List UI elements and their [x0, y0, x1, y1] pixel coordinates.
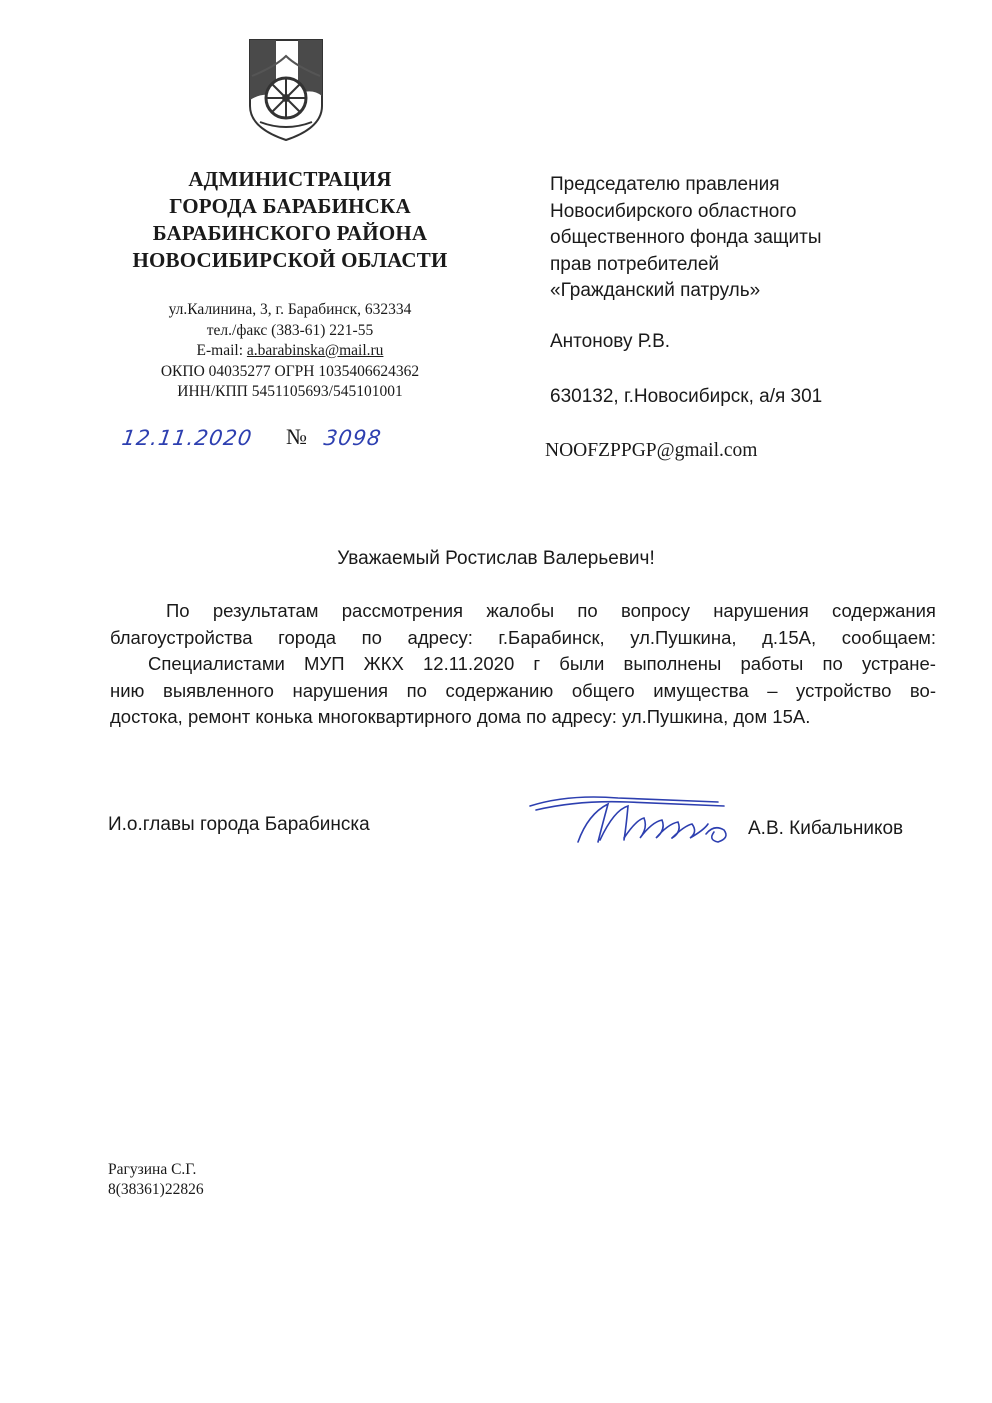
- organization-contacts: [110, 300, 470, 403]
- body-word: по: [577, 600, 598, 621]
- org-line: ГОРОДА БАРАБИНСКА: [169, 194, 411, 218]
- body-word: вопросу: [620, 600, 690, 621]
- letter-body: [110, 598, 936, 731]
- org-line: АДМИНИСТРАЦИЯ: [188, 167, 392, 191]
- body-word: во-: [909, 679, 936, 701]
- body-word: имущества: [653, 679, 749, 701]
- body-word: по: [406, 679, 427, 701]
- signatory-title: И.о.главы города Барабинска: [108, 814, 370, 835]
- salutation: Уважаемый Ростислав Валерьевич!: [337, 548, 655, 569]
- org-okpo-ogrn: ОКПО 04035277 ОГРН 1035406624362: [160, 362, 420, 380]
- executor-name: Рагузина С.Г.: [108, 1161, 197, 1178]
- body-word: устране-: [861, 653, 936, 674]
- body-line: [110, 651, 936, 678]
- org-line: НОВОСИБИРСКОЙ ОБЛАСТИ: [132, 248, 448, 272]
- body-word: города: [278, 626, 337, 648]
- number-sign: №: [286, 424, 307, 449]
- coat-of-arms-icon: [246, 36, 326, 144]
- body-line: [110, 678, 936, 705]
- registration-line: [122, 420, 422, 460]
- registration-number: 3098: [322, 426, 384, 450]
- recipient-line: Председателю правления: [550, 174, 780, 195]
- recipient-line: общественного фонда защиты: [550, 227, 822, 248]
- executor-phone: 8(38361)22826: [108, 1181, 204, 1198]
- recipient-block: [550, 172, 950, 305]
- body-word: нарушения: [292, 679, 389, 701]
- body-word: выполнены: [623, 653, 722, 674]
- org-email-row: [110, 341, 470, 362]
- body-word: ул.Пушкина,: [630, 626, 737, 648]
- body-word: сообщаем:: [841, 626, 936, 648]
- body-word: содержания: [831, 600, 936, 621]
- body-word: жалобы: [486, 600, 555, 621]
- email-label: E-mail:: [196, 342, 247, 359]
- handwritten-signature-icon: [528, 784, 743, 854]
- org-phone: тел./факс (383-61) 221-55: [206, 321, 374, 339]
- body-word: –: [767, 679, 778, 701]
- org-email-link[interactable]: a.barabinska@mail.ru: [246, 342, 384, 359]
- organization-name: [100, 166, 480, 274]
- body-word: г.Барабинск,: [498, 626, 605, 648]
- body-word: По: [166, 600, 190, 621]
- body-word: Специалистами: [148, 653, 285, 674]
- registration-date: 12.11.2020: [120, 426, 254, 450]
- body-word: по: [361, 626, 382, 648]
- recipient-line: «Гражданский патруль»: [550, 280, 761, 301]
- recipient-postal-address: 630132, г.Новосибирск, а/я 301: [550, 386, 823, 407]
- body-word: содержанию: [445, 679, 554, 701]
- body-word: г: [533, 653, 541, 674]
- recipient-email: NOOFZPPGP@gmail.com: [545, 440, 758, 461]
- body-word: по: [822, 653, 843, 674]
- body-word: 12.11.2020: [423, 653, 515, 674]
- body-word: нарушения: [713, 600, 809, 621]
- body-word: благоустройства: [110, 626, 253, 648]
- org-inn-kpp: ИНН/КПП 5451105693/545101001: [177, 383, 403, 400]
- org-address: ул.Калинина, 3, г. Барабинск, 632334: [168, 301, 412, 318]
- org-line: БАРАБИНСКОГО РАЙОНА: [152, 221, 428, 245]
- body-word: МУП: [304, 653, 345, 674]
- body-word: адресу:: [407, 626, 473, 648]
- signatory-name: А.В. Кибальников: [748, 818, 904, 839]
- body-word: рассмотрения: [341, 600, 464, 621]
- body-line: [110, 598, 936, 625]
- body-word: д.15А,: [762, 626, 817, 648]
- body-word: нию: [110, 679, 145, 701]
- recipient-line: прав потребителей: [550, 253, 720, 275]
- body-word: ЖКХ: [363, 653, 404, 674]
- body-word: были: [559, 653, 605, 674]
- body-word: общего: [571, 679, 635, 701]
- body-line: достока, ремонт конька многоквартирного дома по адресу: ул.Пушкина, дом 15А.: [110, 706, 811, 727]
- executor-block: [108, 1160, 204, 1200]
- body-word: работы: [740, 653, 804, 674]
- body-word: устройство: [796, 679, 892, 701]
- body-word: выявленного: [162, 679, 274, 701]
- body-word: результатам: [212, 600, 319, 621]
- body-line: [110, 625, 936, 652]
- recipient-name: Антонову Р.В.: [550, 331, 671, 352]
- recipient-line: Новосибирского областного: [550, 200, 797, 222]
